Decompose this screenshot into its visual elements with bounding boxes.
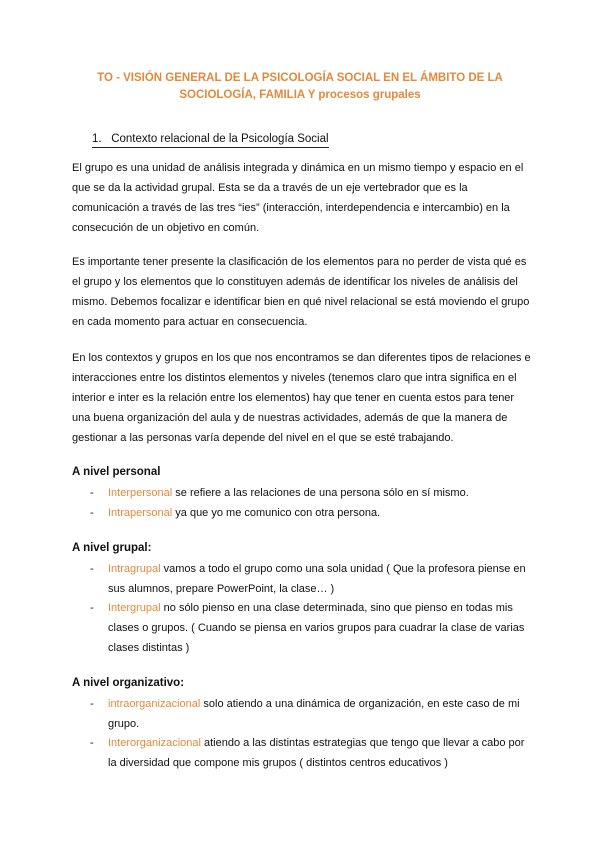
section-heading: [92, 132, 329, 148]
bullet-dash: -: [90, 487, 94, 499]
term-highlight: Intragrupal: [108, 563, 161, 575]
title-line-1: TO - VISIÓN GENERAL DE LA PSICOLOGÍA SOCIAL EN EL ÁMBITO DE LA: [97, 72, 503, 84]
item-text: atiendo a las distintas estrategias que tengo que llevar a cabo por la diversidad que compone mis grupos ( distintos centros educativos ): [108, 737, 525, 769]
bullet-dash: -: [90, 563, 94, 575]
bullet-dash: -: [90, 602, 94, 614]
list-item: [90, 503, 530, 523]
item-text: vamos a todo el grupo como una sola unidad ( Que la profesora piense en sus alumnos, prepare PowerPoint, la clase… ): [108, 563, 526, 595]
paragraph-2: Es importante tener presente la clasificación de los elementos para no perder de vista qué es el grupo y los elementos que lo constituyen además de identificar los niveles de análisis del mismo. Debemos focalizar e identificar bien en qué nivel relacional se está moviendo el grupo en cada momento para actuar en consecuencia.: [72, 256, 530, 328]
list-item: [90, 559, 530, 599]
title-line-2: SOCIOLOGÍA, FAMILIA Y procesos grupales: [179, 89, 421, 101]
level-heading-personal: A nivel personal: [72, 466, 161, 478]
level-heading-grupal: A nivel grupal:: [72, 542, 152, 554]
term-highlight: Interpersonal: [108, 487, 173, 499]
section-number: 1.: [92, 133, 102, 145]
item-text: no sólo pienso en una clase determinada, sino que pienso en todas mis clases o grupos. ( Cuando se piensa en varios grupos para cuadrar la clase de varias clases distintas ): [108, 602, 525, 654]
section-label: Contexto relacional de la Psicología Social: [111, 133, 329, 145]
term-highlight: Intergrupal: [108, 602, 161, 614]
term-highlight: Interorganizacional: [108, 737, 201, 749]
item-text: solo atiendo a una dinámica de organización, en este caso de mi grupo.: [108, 698, 520, 730]
bullet-dash: -: [90, 698, 94, 710]
bullet-dash: -: [90, 737, 94, 749]
term-highlight: Intrapersonal: [108, 507, 173, 519]
item-text: se refiere a las relaciones de una persona sólo en sí mismo.: [172, 487, 469, 499]
document-title: [80, 70, 520, 104]
bullet-dash: -: [90, 507, 94, 519]
paragraph-3: En los contextos y grupos en los que nos encontramos se dan diferentes tipos de relaciones e interacciones entre los distintos elementos y niveles (tenemos claro que intra significa en el interior e inter es la relación entre los elementos) hay que tener en cuenta estos para tener una buena organización del aula y de nuestras actividades, además de que la manera de gestionar a las personas varía depende del nivel en el que se esté trabajando.: [72, 352, 531, 444]
term-highlight: intraorganizacional: [108, 698, 201, 710]
paragraph-1: El grupo es una unidad de análisis integrada y dinámica en un mismo tiempo y espacio en el que se da la actividad grupal. Esta se da a través de un eje vertebrador que es la comunicación a través de las tres “ies” (interacción, interdependencia e intercambio) en la consecución de un objetivo en común.: [72, 162, 524, 234]
list-item: [90, 598, 530, 658]
item-text: ya que yo me comunico con otra persona.: [172, 507, 381, 519]
list-item: [90, 694, 530, 734]
level-heading-organizativo: A nivel organizativo:: [72, 677, 185, 689]
list-item: [90, 733, 530, 773]
list-item: [90, 483, 530, 503]
